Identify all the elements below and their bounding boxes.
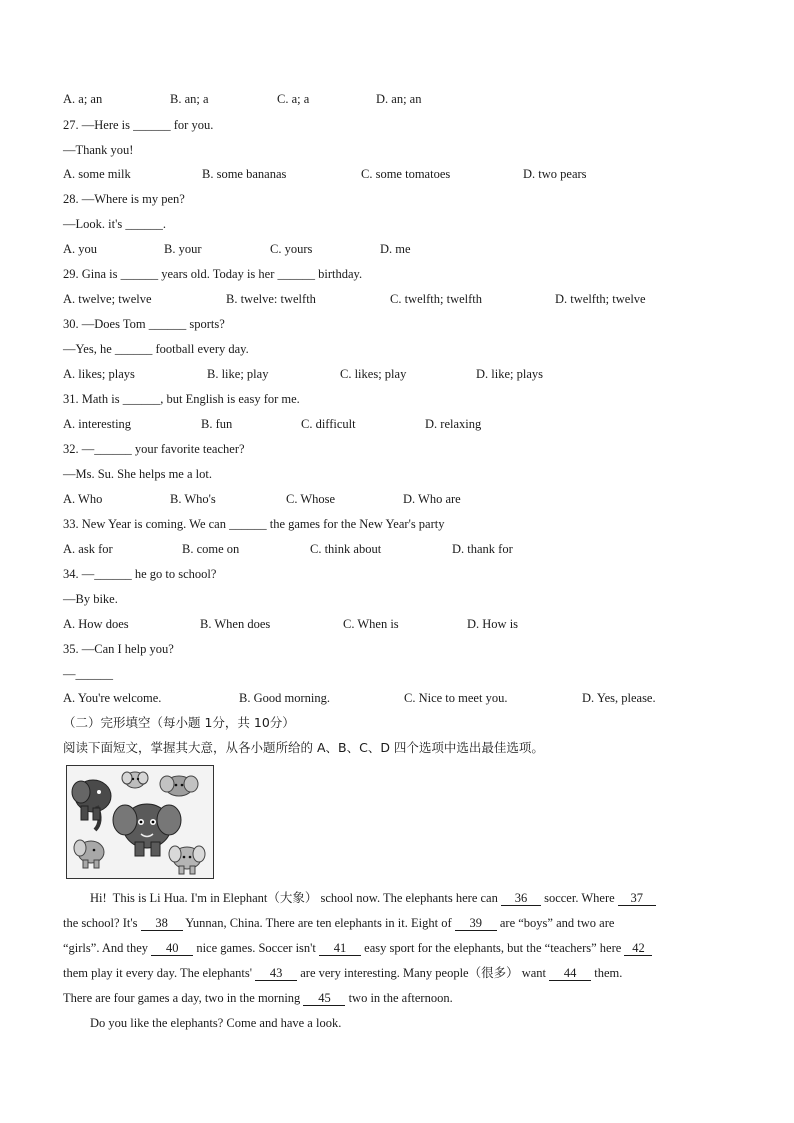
q31-option-a: A. interesting — [63, 417, 132, 431]
passage-text: nice games. Soccer isn't — [193, 941, 320, 955]
q29-option-a: A. twelve; twelve — [63, 292, 152, 306]
q28-option-d: D. me — [380, 242, 411, 256]
passage-text: are very interesting. Many people（很多） want — [297, 966, 550, 980]
passage-text: Hi! This is Li Hua. I'm in Elephant（大象） school now. The elephants here can — [90, 891, 501, 905]
passage-text: them. — [591, 966, 623, 980]
blank-45: 45 — [303, 991, 345, 1006]
q26-option-a: A. a; an — [63, 92, 103, 106]
passage-text: There are four games a day, two in the morning — [63, 991, 304, 1005]
blank-42: 42 — [624, 941, 652, 956]
passage-text: them play it every day. The elephants' — [63, 966, 256, 980]
q28-option-b: B. your — [164, 242, 202, 256]
q31-option-c: C. difficult — [301, 417, 356, 431]
q35-stem: 35. —Can I help you? — [63, 642, 174, 656]
passage-text: two in the afternoon. — [345, 991, 453, 1005]
q34-stem: 34. —______ he go to school? — [63, 567, 217, 581]
blank-41: 41 — [319, 941, 361, 956]
passage-line-5 — [63, 990, 453, 1006]
passage-text: easy sport for the elephants, but the “teachers” here — [361, 941, 625, 955]
passage-line-2 — [63, 915, 614, 931]
q30-option-c: C. likes; play — [340, 367, 407, 381]
q32-option-b: B. Who's — [170, 492, 216, 506]
q34-option-d: D. How is — [467, 617, 519, 631]
q35-option-c: C. Nice to meet you. — [404, 691, 508, 705]
passage-line-1 — [90, 890, 656, 906]
blank-37: 37 — [618, 891, 656, 906]
q29-option-c: C. twelfth; twelfth — [390, 292, 482, 306]
passage-text: the school? It's — [63, 916, 141, 930]
q34-option-c: C. When is — [343, 617, 399, 631]
q32-reply: —Ms. Su. She helps me a lot. — [63, 467, 212, 481]
q32-option-a: A. Who — [63, 492, 103, 506]
q34-option-b: B. When does — [200, 617, 271, 631]
passage-text: Yunnan, China. There are ten elephants in it. Eight of — [182, 916, 455, 930]
q27-option-a: A. some milk — [63, 167, 131, 181]
q35-reply: —______ — [63, 667, 113, 681]
q32-stem: 32. —______ your favorite teacher? — [63, 442, 245, 456]
q27-reply: —Thank you! — [63, 143, 134, 157]
q27-option-d: D. two pears — [523, 167, 587, 181]
passage-text: soccer. Where — [540, 891, 618, 905]
q32-option-d: D. Who are — [403, 492, 461, 506]
q27-option-b: B. some bananas — [202, 167, 287, 181]
q31-option-b: B. fun — [201, 417, 233, 431]
q27-stem: 27. —Here is ______ for you. — [63, 118, 214, 132]
q30-reply: —Yes, he ______ football every day. — [63, 342, 249, 356]
q33-stem: 33. New Year is coming. We can ______ the games for the New Year's party — [63, 517, 445, 531]
q31-stem: 31. Math is ______, but English is easy for me. — [63, 392, 300, 406]
q29-option-b: B. twelve: twelfth — [226, 292, 316, 306]
q28-reply: —Look. it's ______. — [63, 217, 166, 231]
q32-option-c: C. Whose — [286, 492, 336, 506]
q35-option-a: A. You're welcome. — [63, 691, 162, 705]
q30-option-d: D. like; plays — [476, 367, 544, 381]
q30-option-b: B. like; play — [207, 367, 269, 381]
blank-39: 39 — [455, 916, 497, 931]
section-instruction: 阅读下面短文，掌握其大意，从各小题所给的 A、B、C、D 四个选项中选出最佳选项。 — [63, 740, 544, 755]
blank-40: 40 — [151, 941, 193, 956]
q29-option-d: D. twelfth; twelve — [555, 292, 646, 306]
q31-option-d: D. relaxing — [425, 417, 482, 431]
q30-option-a: A. likes; plays — [63, 367, 135, 381]
passage-line-4 — [63, 965, 622, 981]
q34-option-a: A. How does — [63, 617, 129, 631]
q35-option-d: D. Yes, please. — [582, 691, 656, 705]
q35-option-b: B. Good morning. — [239, 691, 330, 705]
q30-stem: 30. —Does Tom ______ sports? — [63, 317, 225, 331]
blank-43: 43 — [255, 966, 297, 981]
q28-option-a: A. you — [63, 242, 98, 256]
q33-option-a: A. ask for — [63, 542, 113, 556]
q33-option-c: C. think about — [310, 542, 382, 556]
blank-36: 36 — [501, 891, 541, 906]
passage-text: are “boys” and two are — [496, 916, 615, 930]
q26-option-b: B. an; a — [170, 92, 209, 106]
q26-option-d: D. an; an — [376, 92, 422, 106]
passage-line-6: Do you like the elephants? Come and have a look. — [90, 1016, 342, 1030]
q34-reply: —By bike. — [63, 592, 118, 606]
q29-stem: 29. Gina is ______ years old. Today is her ______ birthday. — [63, 267, 363, 281]
passage-line-3 — [63, 940, 652, 956]
q26-option-c: C. a; a — [277, 92, 310, 106]
q28-stem: 28. —Where is my pen? — [63, 192, 185, 206]
elephants-illustration — [66, 765, 214, 879]
q33-option-d: D. thank for — [452, 542, 513, 556]
q28-option-c: C. yours — [270, 242, 313, 256]
passage-text: “girls”. And they — [63, 941, 152, 955]
q27-option-c: C. some tomatoes — [361, 167, 451, 181]
blank-44: 44 — [549, 966, 591, 981]
blank-38: 38 — [141, 916, 183, 931]
q33-option-b: B. come on — [182, 542, 240, 556]
section-heading: （二）完形填空（每小题 1分，共 10分） — [63, 715, 295, 730]
